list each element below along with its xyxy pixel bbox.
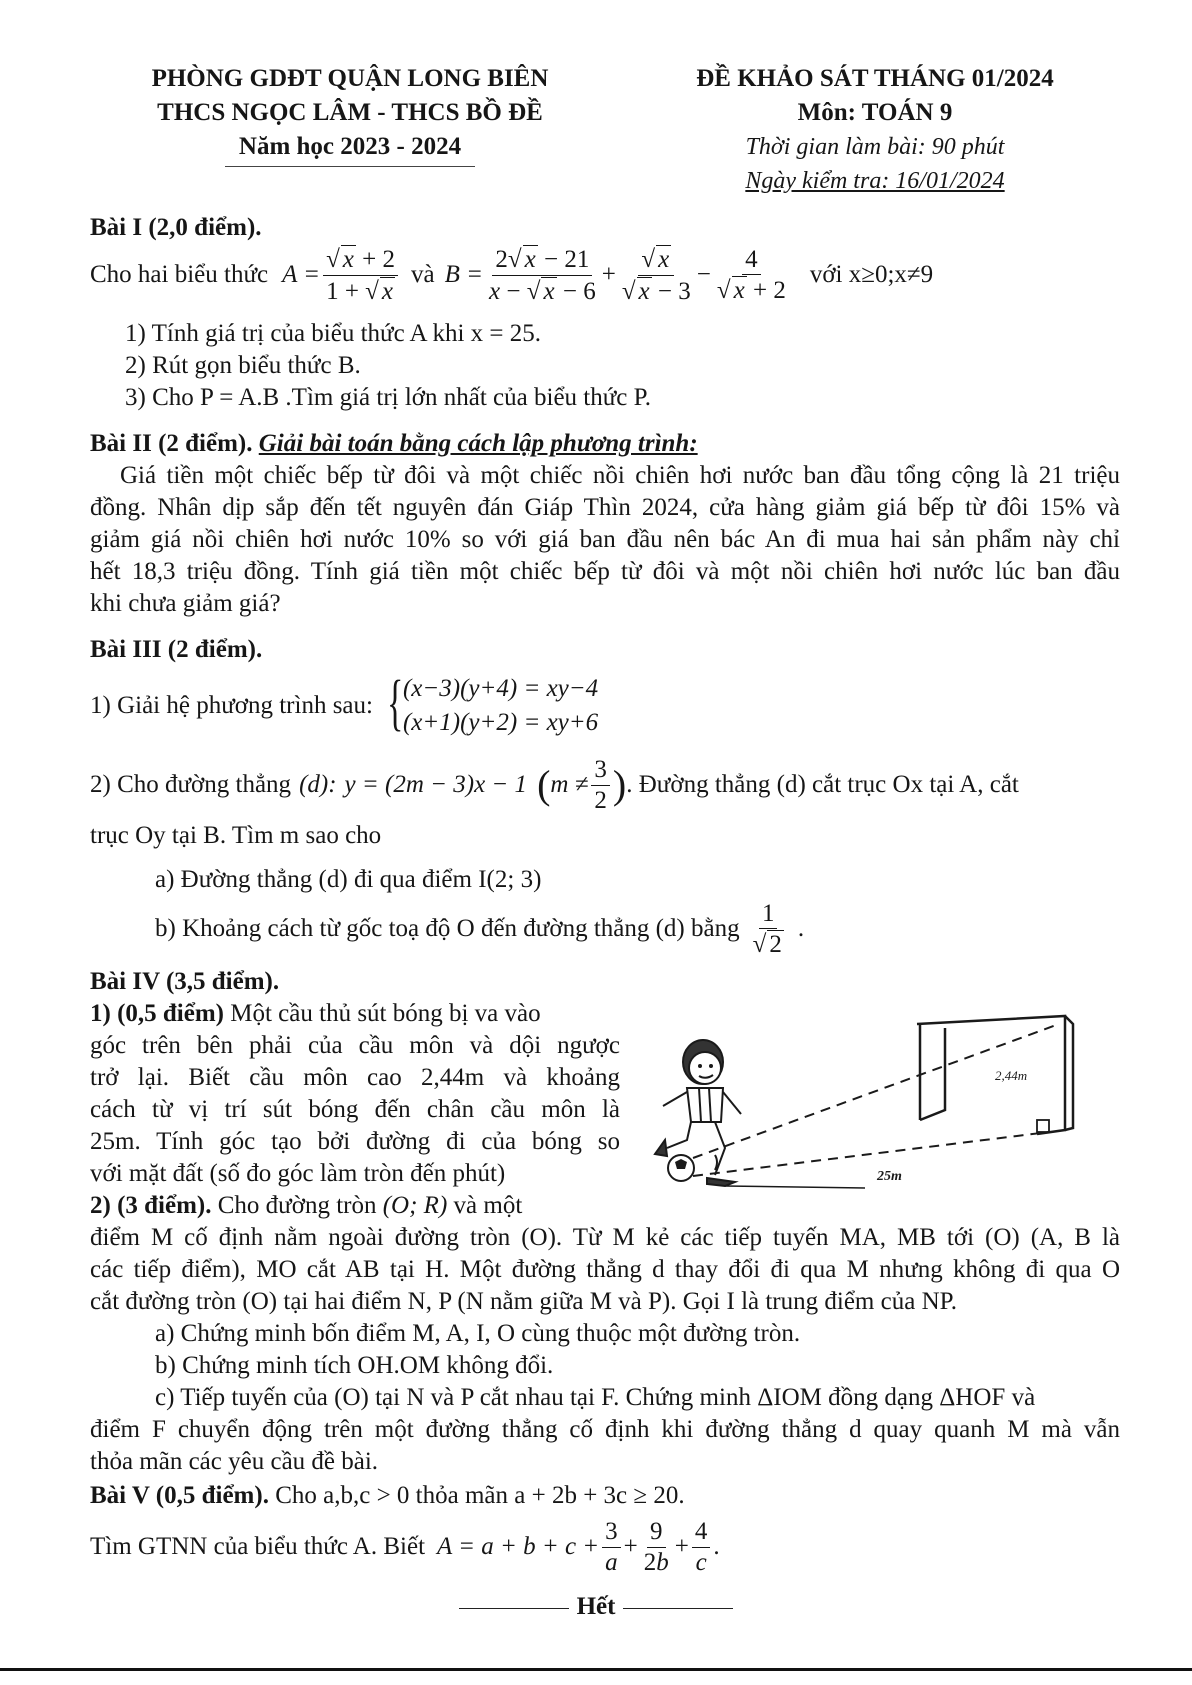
problem-3-q1: [90, 666, 1120, 746]
problem-4-p2b: b) Chứng minh tích OH.OM không đổi.: [155, 1352, 554, 1379]
problem-4-p2-first: 2) (3 điểm). Cho đường tròn (O; R) và một: [90, 1192, 523, 1219]
problem-4-p1-line-2: góc trên bên phải của cầu môn và dội ngược: [90, 1032, 620, 1059]
soccer-goal-figure: [645, 1010, 1085, 1195]
header-subject: Môn: TOÁN 9: [797, 99, 953, 126]
problem-4-p2-line-3: cắt đường tròn (O) tại hai điểm N, P (N nằm giữa M và P). Gọi I là trung điểm của NP.: [90, 1288, 958, 1315]
problem-2-line-4: hết 18,3 triệu đồng. Tính giá tiền một chiếc bếp từ đôi và một nồi chiên hơi nước lúc ban đầu: [90, 558, 1120, 585]
problem-3-q1-text: 1) Giải hệ phương trình sau:: [90, 692, 373, 719]
equation-system: { (x−3)(y+4) = xy−4 (x+1)(y+2) = xy+6: [387, 672, 598, 740]
problem-4-p2c-line-2: điểm F chuyển động trên một đường thẳng cố định khi đường thẳng d quay quanh M mà vẫn: [90, 1416, 1120, 1443]
problem-4-p2-line-2: các tiếp điểm), MO cắt AB tại H. Một đường thẳng d thay đổi đi qua M nhưng không đi qua O: [90, 1256, 1120, 1283]
header-school: THCS NGỌC LÂM - THCS BỒ ĐỀ: [157, 99, 543, 126]
problem-4-p1-line-6: với mặt đất (số đo góc làm tròn đến phút): [90, 1160, 506, 1187]
problem-2-line-3: giảm giá nồi chiên hơi nước 10% so với giá ban đầu nên bác An đi mua hai sản phẩm này chỉ: [90, 526, 1120, 553]
problem-5-text: Cho a,b,c > 0 thỏa mãn a + 2b + 3c ≥ 20.: [275, 1482, 685, 1509]
problem-3-q2b: b) Khoảng cách từ gốc toạ độ O đến đường thẳng (d) bằng $\frac{1}{√ 2}$ .: [155, 899, 805, 958]
equation-1: (x−3)(y+4) = xy−4: [402, 675, 599, 702]
problem-4-p1-line-4: cách từ vị trí sút bóng đến chân cầu môn là: [90, 1096, 620, 1123]
distance-label: 25m: [877, 1169, 902, 1184]
problem-4-p2a: a) Chứng minh bốn điểm M, A, I, O cùng thuộc một đường tròn.: [155, 1320, 801, 1347]
problem-3-q2: 2) Cho đường thẳng (d): y = (2m − 3)x − 1 ( m ≠ $\frac{3}{2}$ ) . Đường thẳng (d) cắt trục Ox tại A, cắt: [90, 756, 1019, 814]
expression-a: $\frac{√ x + 2}{1 + √ x}$: [323, 245, 398, 305]
end-marker: Hết: [0, 1593, 1192, 1621]
problem-4-p2-line-1: điểm M cố định nằm ngoài đường tròn (O). Từ M kẻ các tiếp tuyến MA, MB tới (O) (A, B là: [90, 1224, 1120, 1251]
soccer-ball-icon: [668, 1155, 694, 1181]
problem-1-q3: 3) Cho P = A.B .Tìm giá trị lớn nhất của biểu thức P.: [125, 384, 652, 411]
header-exam-block: [640, 62, 1110, 198]
problem-2-line-1: Giá tiền một chiếc bếp từ đôi và một chiếc nồi chiên hơi nước ban đầu tổng cộng là 21 triệu: [120, 462, 1120, 489]
problem-3-q2a: a) Đường thẳng (d) đi qua điểm I(2; 3): [155, 866, 542, 893]
problem-1-q2: 2) Rút gọn biểu thức B.: [125, 352, 361, 379]
problem-1-title: Bài I (2,0 điểm).: [90, 214, 262, 241]
problem-4-p1-line-5: 25m. Tính góc tạo bởi đường đi của bóng so: [90, 1128, 620, 1155]
header-duration: Thời gian làm bài: 90 phút: [745, 134, 1005, 160]
header-exam-date: Ngày kiểm tra: 16/01/2024: [745, 168, 1005, 194]
header-school-year: Năm học 2023 - 2024: [225, 130, 475, 167]
problem-4-p1-line-1: 1) (0,5 điểm) Một cầu thủ sút bóng bị va vào: [90, 1000, 541, 1027]
problem-4-title: Bài IV (3,5 điểm).: [90, 968, 280, 995]
problem-5-heading: [90, 1480, 1120, 1512]
bottom-border: [0, 1668, 1192, 1671]
header-exam-title: ĐỀ KHẢO SÁT THÁNG 01/2024: [696, 65, 1054, 92]
problem-1-expressions: Cho hai biểu thức A = $\frac{√ x + 2}{1 + √ x}$ và B = $\frac{2√ x - 21}{x - √ x - 6}$ + $\frac{√ x}{√ x - 3}$ − $\frac{4}{√ x + 2}$ với x≥0;x≠9: [90, 245, 934, 305]
problem-4-p1-line-3: trở lại. Biết cầu môn cao 2,44m và khoảng: [90, 1064, 620, 1091]
header-school-block: [70, 62, 630, 164]
problem-3-q2-cont: trục Oy tại B. Tìm m sao cho: [90, 822, 382, 849]
problem-2-subtitle: Giải bài toán bằng cách lập phương trình:: [258, 430, 698, 457]
goal-height-label: 2,44m: [995, 1068, 1028, 1083]
header-department: PHÒNG GDĐT QUẬN LONG BIÊN: [151, 65, 549, 92]
problem-1-intro: Cho hai biểu thức: [90, 261, 269, 288]
problem-1-condition: với x≥0;x≠9: [809, 261, 934, 288]
expression-b: $\frac{4}{√ x + 2}$: [716, 245, 786, 304]
problem-2-title: Bài II (2 điểm).: [90, 430, 253, 457]
line-equation: y = (2m − 3)x − 1: [344, 771, 528, 798]
problem-1-and: và: [411, 261, 435, 288]
problem-2-line-5: khi chưa giảm giá?: [90, 590, 281, 617]
problem-4-p2c-line-1: c) Tiếp tuyến của (O) tại N và P cắt nhau tại F. Chứng minh ΔIOM đồng dạng ΔHOF và: [155, 1384, 1036, 1411]
problem-2-line-2: đồng. Nhân dịp sắp đến tết nguyên đán Giáp Thìn 2024, cửa hàng giảm giá bếp từ đôi 15% và: [90, 494, 1120, 521]
equation-2: (x+1)(y+2) = xy+6: [402, 709, 599, 736]
problem-3-title: Bài III (2 điểm).: [90, 636, 263, 663]
problem-4-p2c-line-3: thỏa mãn các yêu cầu đề bài.: [90, 1448, 379, 1475]
problem-1-q1: 1) Tính giá trị của biểu thức A khi x = 25.: [125, 320, 542, 347]
problem-5-question: Tìm GTNN của biểu thức A. Biết A = a + b + c + $\frac{3}{a}$ + $\frac{9}{2b}$ + $\frac{4}{c}$ .: [90, 1518, 720, 1576]
problem-2-heading: [90, 428, 1120, 460]
problem-5-title: Bài V (0,5 điểm).: [90, 1482, 269, 1509]
